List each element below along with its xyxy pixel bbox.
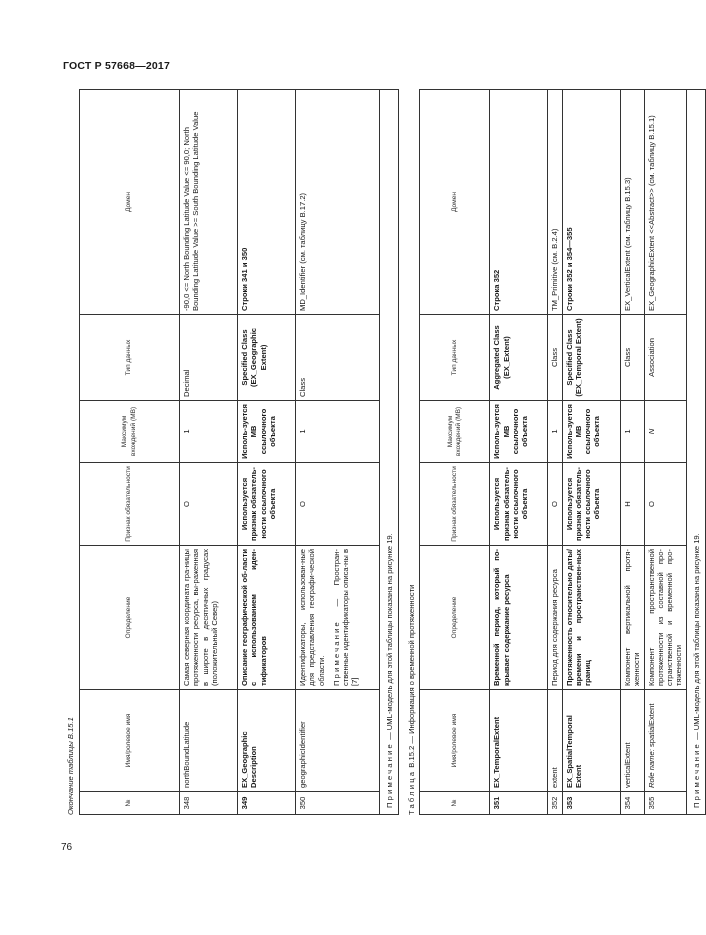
- cell-max: N: [644, 401, 686, 463]
- cell-type: Class: [548, 315, 562, 401]
- col-header-domain: Домен: [80, 90, 180, 315]
- continuation-caption: Окончание таблицы В.15.1: [66, 717, 76, 815]
- cell-max: Исполь-зуется МВ ссылочного объекта: [562, 401, 620, 463]
- inner-note-text: — Простран-ственные идентификаторы описа-ны в [7]: [331, 549, 360, 686]
- table-note-label: Примечание: [691, 742, 701, 808]
- table-note-row: [380, 90, 399, 815]
- cell-definition: Описание географической об-ласти с использованием иден-тификаторов: [238, 546, 296, 690]
- cell-name: geographicIdentifier: [296, 690, 380, 792]
- table-row: [548, 90, 562, 815]
- cell-obligation: Н: [620, 463, 644, 546]
- cell-name: EX_SpatialTemporal Extent: [562, 690, 620, 792]
- cell-definition: [296, 546, 380, 690]
- table-row: [238, 90, 296, 815]
- table-note-row: [686, 90, 705, 815]
- cell-obligation: O: [296, 463, 380, 546]
- cell-max: Исполь-зуется МВ ссылочного объекта: [238, 401, 296, 463]
- table-note: [382, 93, 396, 811]
- table-row: [490, 90, 548, 815]
- definition-text: Идентификаторы, использован-ные для представления географи-ческой области.: [298, 549, 326, 686]
- table-note-text: — UML-модель для этой таблицы показана на рисунке 19.: [691, 533, 701, 740]
- col-header-definition: Определение: [80, 546, 180, 690]
- table-note: [689, 93, 703, 811]
- cell-obligation: Используется признак обязатель-ности ссылочного объекта: [490, 463, 548, 546]
- cell-num: 350: [296, 792, 380, 815]
- col-header-obligation: Признак обязательности: [80, 463, 180, 546]
- cell-num: 354: [620, 792, 644, 815]
- inner-note: [332, 549, 360, 686]
- cell-type: Decimal: [180, 315, 238, 401]
- table-caption: [403, 90, 419, 815]
- cell-definition: Компонент вертикальной протя-женности: [620, 546, 644, 690]
- cell-max: 1: [620, 401, 644, 463]
- table-note-label: Примечание: [385, 742, 394, 808]
- cell-domain: MD_Identifier (см. таблицу В.17.2): [296, 90, 380, 315]
- cell-obligation: O: [180, 463, 238, 546]
- table-header-row: [80, 90, 180, 815]
- cell-definition: Самая северная координата гра-ницы протяженности ресурса, вы-раженная в широте в десятичных градусах (положительный Север): [180, 546, 238, 690]
- cell-type: Class: [296, 315, 380, 401]
- col-header-max: Максимум вхождений (МВ): [80, 401, 180, 463]
- cell-domain: Строки 352 и 354—355: [562, 90, 620, 315]
- inner-note-label: Примечание: [331, 620, 341, 686]
- cell-num: 349: [238, 792, 296, 815]
- cell-domain: EX_VerticalExtent (см. таблицу В.15.3): [620, 90, 644, 315]
- cell-max: 1: [180, 401, 238, 463]
- table-note-text: — UML-модель для этой таблицы показана на рисунке 19.: [385, 533, 394, 740]
- table-header-row: [420, 90, 490, 815]
- role-name-value: spatialExtent: [646, 703, 656, 748]
- cell-domain: Строки 341 и 350: [238, 90, 296, 315]
- table-row: [644, 90, 686, 815]
- col-header-obligation: Признак обязательности: [420, 463, 490, 546]
- table-b15-1: [79, 89, 399, 815]
- col-header-domain: Домен: [420, 90, 490, 315]
- cell-type: Association: [644, 315, 686, 401]
- cell-num: 352: [548, 792, 562, 815]
- table-row: [180, 90, 238, 815]
- cell-obligation: Используется признак обязатель-ности ссылочного объекта: [238, 463, 296, 546]
- table-caption-label: Таблица: [406, 769, 416, 815]
- table-row: [562, 90, 620, 815]
- cell-obligation: Используется признак обязатель-ности ссылочного объекта: [562, 463, 620, 546]
- cell-max: Исполь-зуется МВ ссылочного объекта: [490, 401, 548, 463]
- cell-definition: Протяженность относительно даты/времени и пространствен-ных границ: [562, 546, 620, 690]
- cell-obligation: O: [548, 463, 562, 546]
- cell-domain: TM_Primitive (см. В.2.4): [548, 90, 562, 315]
- cell-definition: Временной период, который по-крывает содержание ресурса: [490, 546, 548, 690]
- cell-name: northBoundLatitude: [180, 690, 238, 792]
- cell-type: Specified Class (EX_Temporal Extent): [562, 315, 620, 401]
- page-number: 76: [61, 842, 73, 853]
- col-header-name: Имя/ролевое имя: [420, 690, 490, 792]
- cell-domain: -90,0 <= North Bounding Latitude Value <= 90,0; North Bounding Latitude Value >= South Bounding Latitude Value: [180, 90, 238, 315]
- col-header-definition: Определение: [420, 546, 490, 690]
- cell-domain: Строка 352: [490, 90, 548, 315]
- cell-type: Specified Class (EX_Geographic Extent): [238, 315, 296, 401]
- table-row: [620, 90, 644, 815]
- table-caption-text: В.15.2 — Информация о временной протяженности: [406, 584, 416, 768]
- cell-name: [644, 690, 686, 792]
- col-header-name: Имя/ролевое имя: [80, 690, 180, 792]
- col-header-num: №: [420, 792, 490, 815]
- table-b15-2: [419, 89, 706, 815]
- cell-obligation: O: [644, 463, 686, 546]
- col-header-num: №: [80, 792, 180, 815]
- cell-definition: Период для содержания ресурса: [548, 546, 562, 690]
- cell-type: Aggregated Class (EX_Extent): [490, 315, 548, 401]
- cell-name: EX_TemporalExtent: [490, 690, 548, 792]
- col-header-type: Тип данных: [80, 315, 180, 401]
- cell-num: 355: [644, 792, 686, 815]
- cell-max: 1: [548, 401, 562, 463]
- cell-name: verticalExtent: [620, 690, 644, 792]
- cell-num: 351: [490, 792, 548, 815]
- cell-name: extent: [548, 690, 562, 792]
- col-header-type: Тип данных: [420, 315, 490, 401]
- cell-domain: EX_GeographicExtent <<Abstract>> (см. таблицу В.15.1): [644, 90, 686, 315]
- table-row: [296, 90, 380, 815]
- cell-definition: Компонент пространственной протяженности из составной про-странственной и временной про-тяженности: [644, 546, 686, 690]
- rotated-page-content: [63, 90, 701, 815]
- document-header: ГОСТ Р 57668—2017: [63, 60, 171, 72]
- role-name-prefix: Role name:: [646, 749, 656, 788]
- cell-num: 348: [180, 792, 238, 815]
- cell-type: Class: [620, 315, 644, 401]
- col-header-max: Максимум вхождений (МВ): [420, 401, 490, 463]
- cell-max: 1: [296, 401, 380, 463]
- cell-name: EX_Geographic Description: [238, 690, 296, 792]
- cell-num: 353: [562, 792, 620, 815]
